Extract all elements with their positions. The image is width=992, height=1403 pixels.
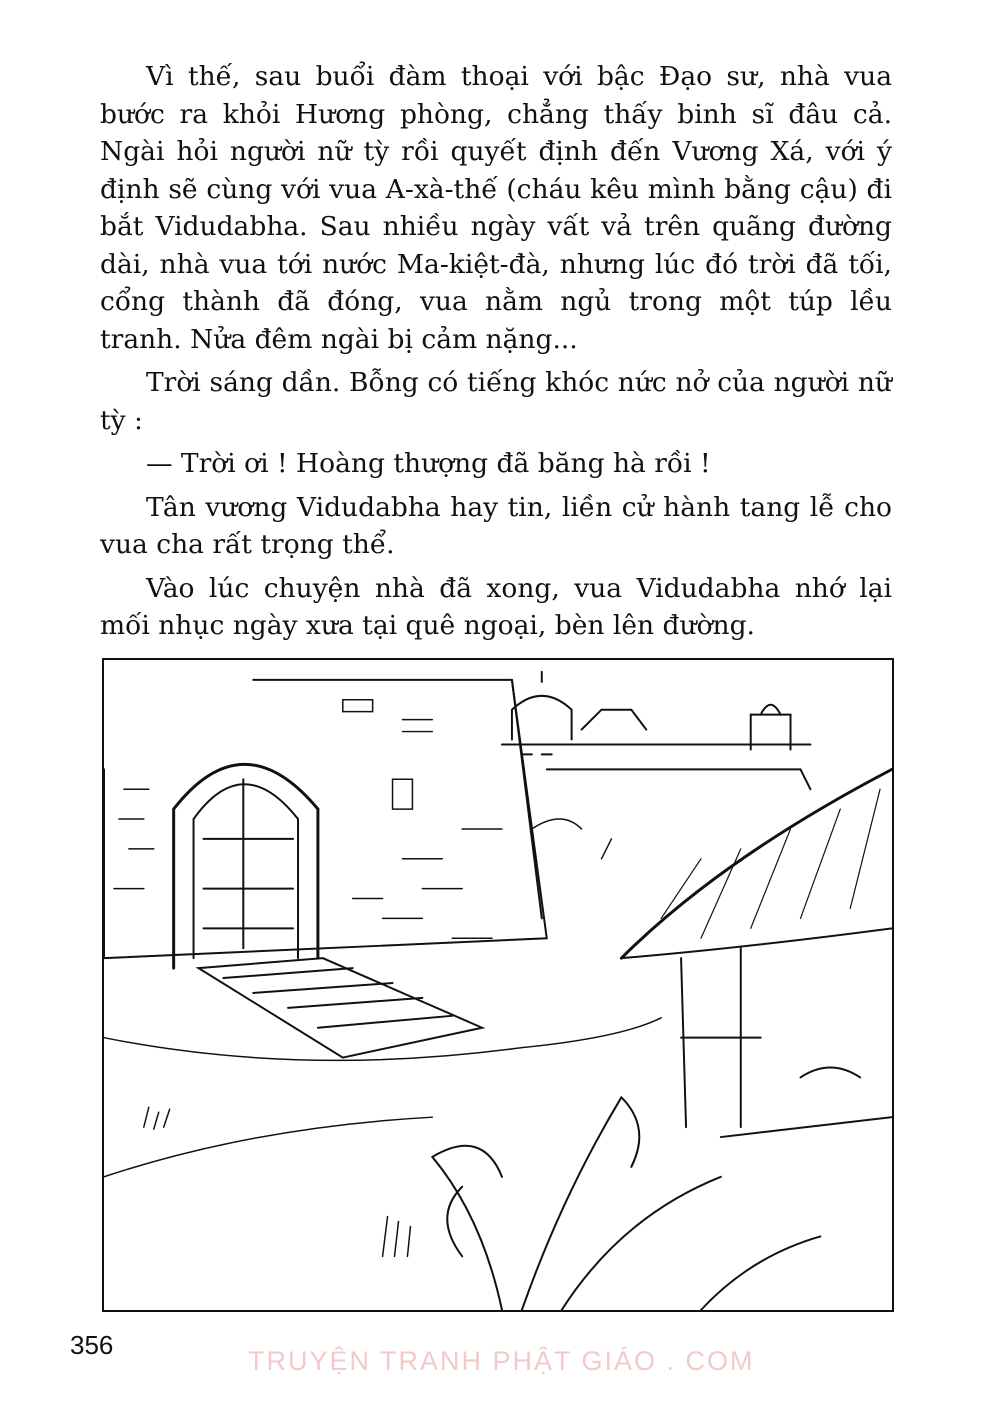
story-text bbox=[100, 58, 892, 651]
city-wall bbox=[104, 680, 810, 958]
banana-plant bbox=[432, 1097, 820, 1310]
paragraph-4: Tân vương Vidudabha hay tin, liền cử hành tang lễ cho vua cha rất trọng thể. bbox=[100, 491, 892, 560]
illustration-city-gate-and-hut bbox=[102, 658, 894, 1312]
thatched-hut bbox=[621, 769, 892, 1137]
paragraph-2: Trời sáng dần. Bỗng có tiếng khóc nức nở của người nữ tỳ : bbox=[100, 367, 892, 436]
page-number: 356 bbox=[70, 1330, 114, 1360]
gate-arch bbox=[174, 764, 318, 968]
distant-city bbox=[502, 672, 810, 754]
paragraph-1: Vì thế, sau buổi đàm thoại với bậc Đạo sư, nhà vua bước ra khỏi Hương phòng, chẳng thấy binh sĩ đâu cả. Ngài hỏi người nữ tỳ rồi quyết định đến Vương Xá, với ý định sẽ cùng với vua A-xà-thế (cháu kêu mình bằng cậu) đi bắt Vidudabha. Sau nhiều ngày vất vả trên quãng đường dài, nhà vua tới nước Ma-kiệt-đà, nhưng lúc đó trời đã tối, cổng thành đã đóng, vua nằm ngủ trong một túp lều tranh. Nửa đêm ngài bị cảm nặng... bbox=[100, 61, 892, 355]
ground bbox=[104, 819, 661, 1256]
paragraph-5: Vào lúc chuyện nhà đã xong, vua Vidudabha nhớ lại mối nhục ngày xưa tại quê ngoại, bèn lên đường. bbox=[100, 572, 892, 641]
ink-drawing bbox=[104, 660, 892, 1310]
drawbridge bbox=[199, 958, 483, 1057]
watermark: TRUYỆN TRANH PHẬT GIÁO . COM bbox=[248, 1346, 755, 1376]
dialog-line: — Trời ơi ! Hoàng thượng đã băng hà rồi ! bbox=[146, 448, 711, 479]
